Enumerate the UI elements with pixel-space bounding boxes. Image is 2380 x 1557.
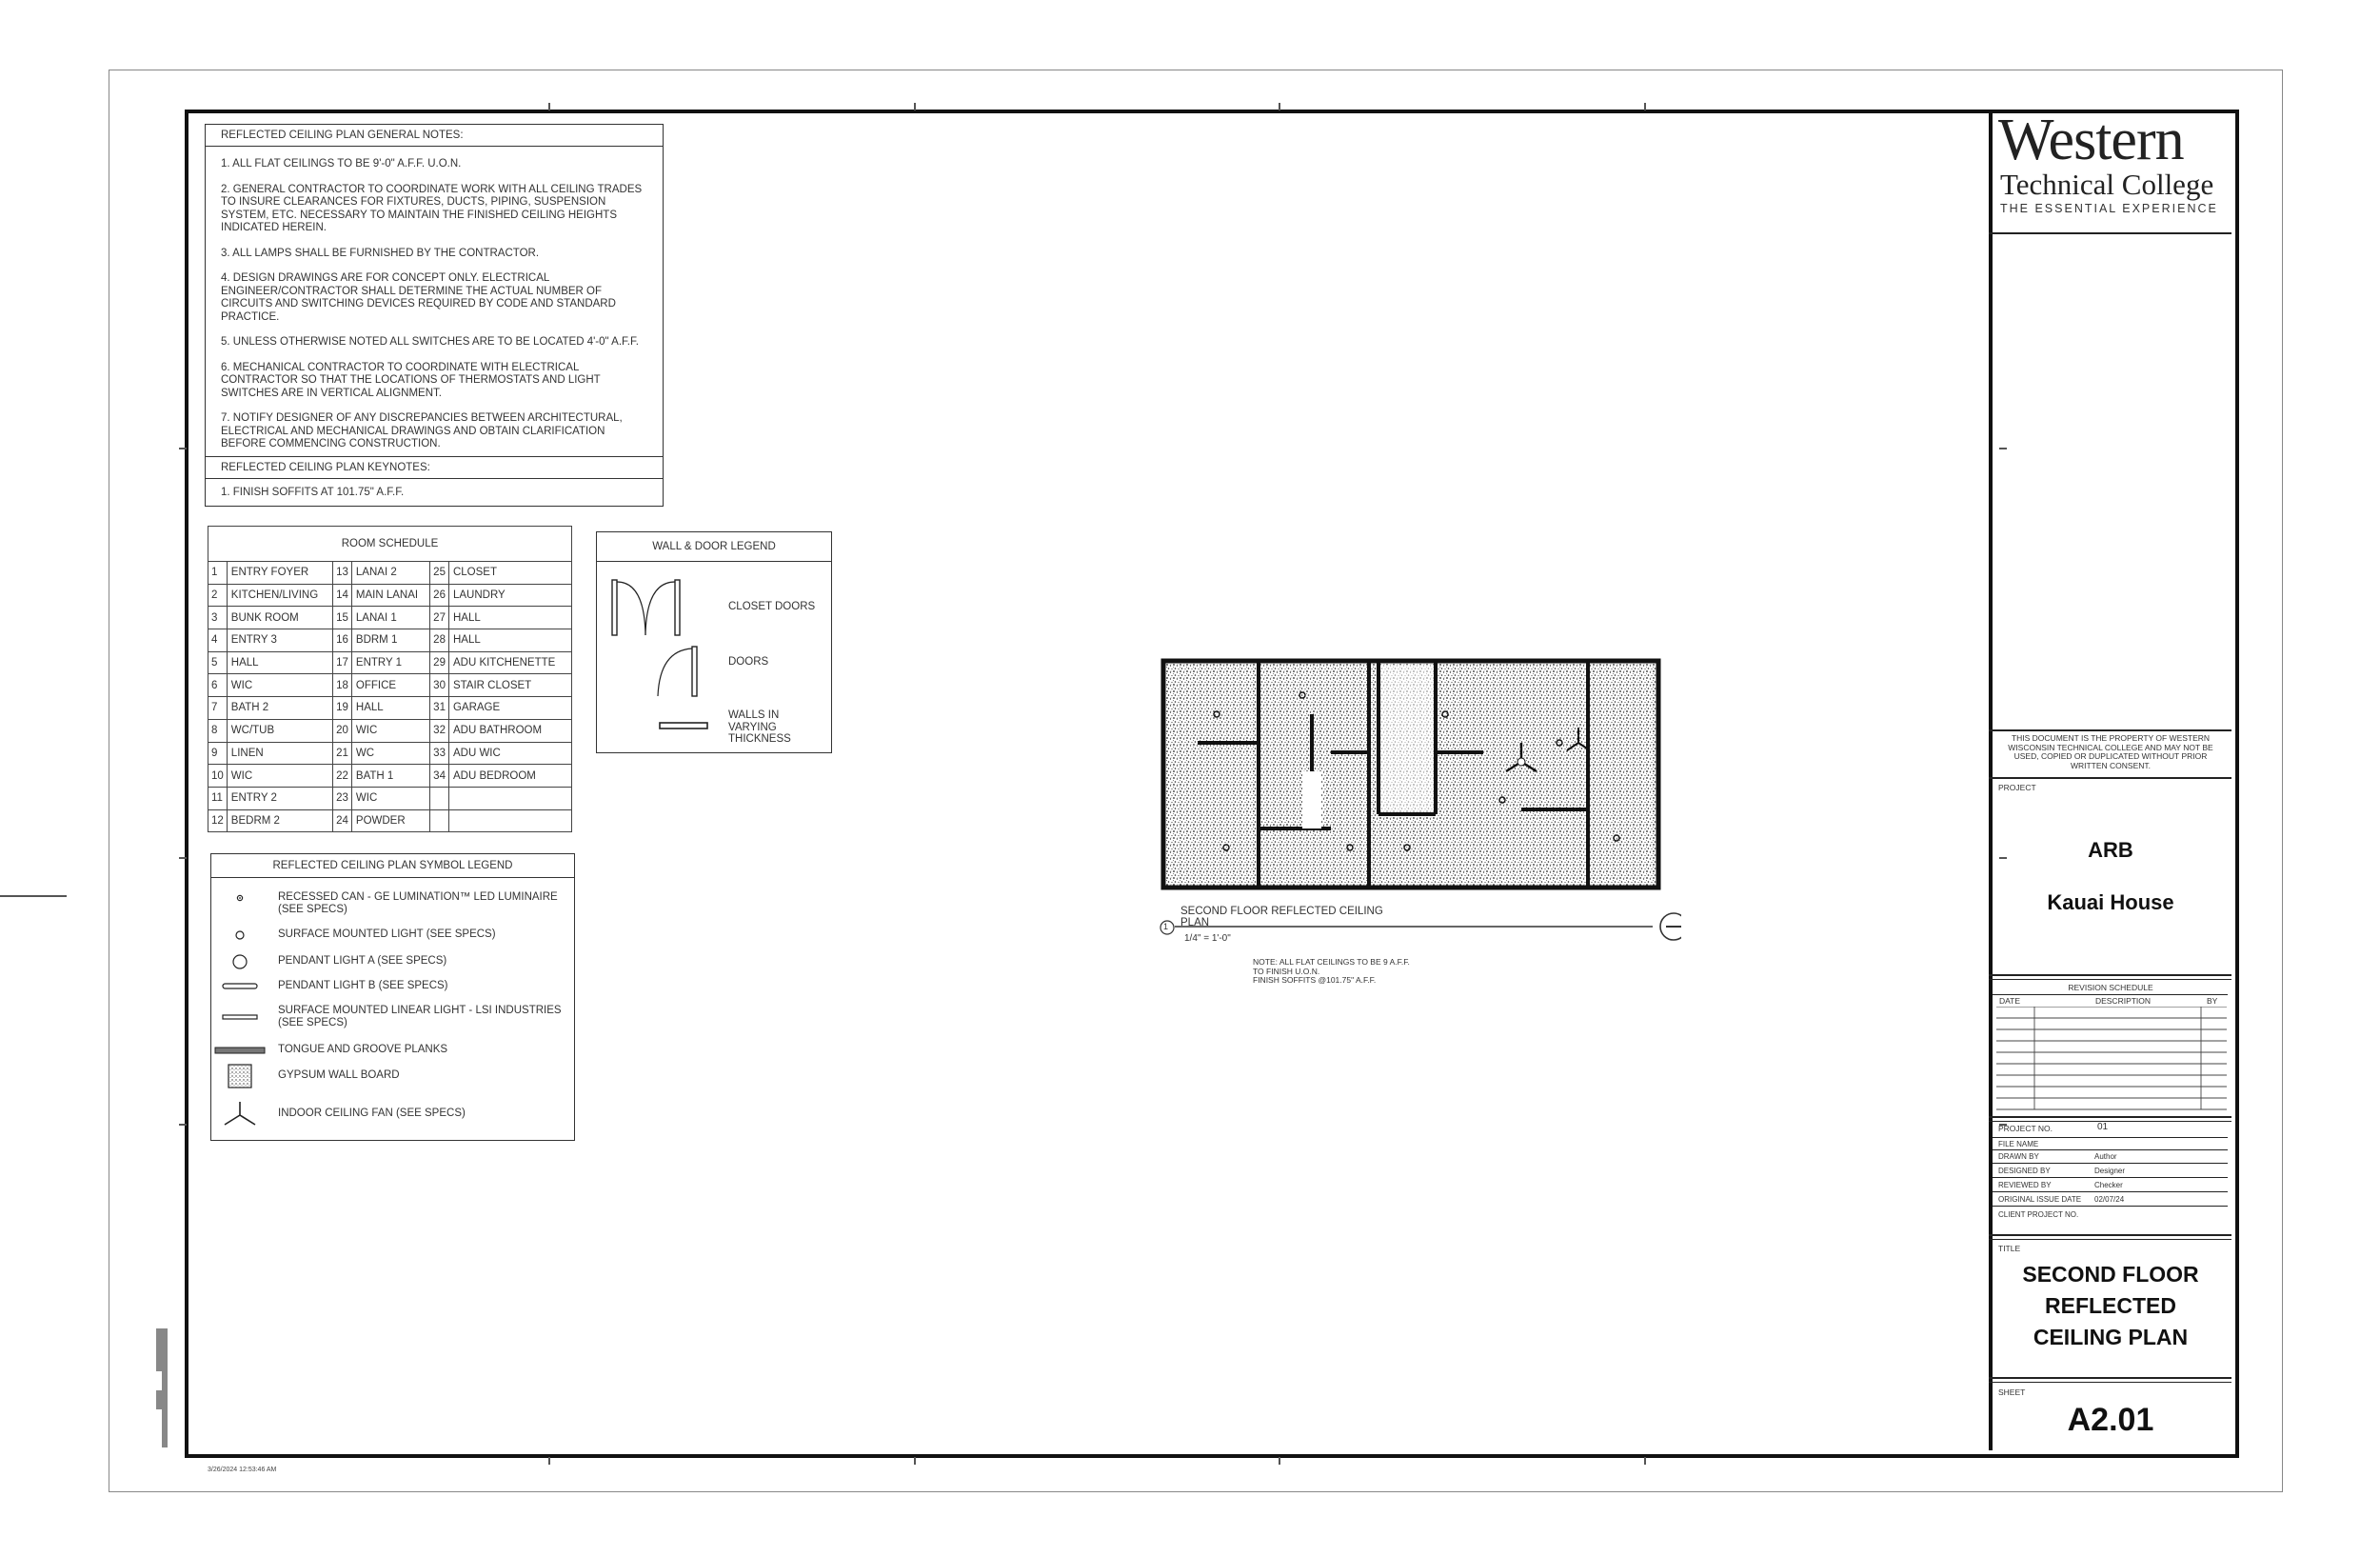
room-number: 19 [333,697,352,720]
room-name: HALL [448,629,571,652]
room-number: 23 [333,787,352,809]
border-tick [914,103,916,110]
room-number: 10 [208,765,228,788]
room-name: BDRM 1 [351,629,429,652]
room-schedule-row [208,651,572,674]
project-no: 01 [2097,1122,2109,1132]
room-name: ADU WIC [448,742,571,765]
general-note: 7. NOTIFY DESIGNER OF ANY DISCREPANCIES BETWEEN ARCHITECTURAL, ELECTRICAL AND MECHANICAL DRAWINGS AND OBTAIN CLARIFICATION BEFORE COMMENCING CONSTRUCTION. [221,412,623,449]
room-name: ENTRY 3 [227,629,332,652]
room-name: LANAI 1 [351,607,429,629]
tb-divider [1993,1137,2228,1138]
wall-door-legend [596,531,832,753]
project-subtitle: Kauai House [2047,890,2174,914]
issue-date: 02/07/24 [2094,1195,2125,1204]
room-name: WIC [227,765,332,788]
logo-tagline: THE ESSENTIAL EXPERIENCE [2000,202,2218,215]
tb-divider [1989,1121,2231,1122]
reviewed-by-label: REVIEWED BY [1998,1181,2052,1189]
graphic-scale-bar [156,1328,175,1447]
pendant-b-icon [221,982,259,991]
walls-label: WALLS IN VARYING THICKNESS [728,709,791,745]
designed-by: Designer [2094,1167,2126,1175]
room-name: HALL [351,697,429,720]
room-name: LAUNDRY [448,584,571,607]
room-name: KITCHEN/LIVING [227,584,332,607]
legend-label: SURFACE MOUNTED LIGHT (SEE SPECS) [278,928,496,940]
tb-divider [1993,1191,2228,1192]
surface-light-icon [234,929,246,941]
room-number: 9 [208,742,228,765]
room-schedule-row [208,719,572,742]
wall-icon [658,721,711,732]
project-label: PROJECT [1998,783,2036,792]
sheet-label: SHEET [1998,1387,2026,1397]
tb-divider [1993,994,2228,995]
room-name: OFFICE [351,674,429,697]
room-number: 33 [430,742,449,765]
general-notes-box [205,124,664,507]
legend-label: TONGUE AND GROOVE PLANKS [278,1044,448,1055]
college-logo [1996,110,2225,234]
keynote: 1. FINISH SOFFITS AT 101.75" A.F.F. [221,487,405,498]
project-name: ARB [2088,838,2133,862]
room-number: 24 [333,809,352,832]
room-name: ADU BEDROOM [448,765,571,788]
wall-door-legend-title: WALL & DOOR LEGEND [597,532,831,562]
room-number: 22 [333,765,352,788]
room-schedule-row [208,562,572,585]
room-name: ENTRY 1 [351,651,429,674]
room-number: 31 [430,697,449,720]
room-number: 26 [430,584,449,607]
room-name: HALL [448,607,571,629]
room-name: WIC [227,674,332,697]
revision-grid [1996,1007,2227,1111]
room-number: 12 [208,809,228,832]
room-number: 29 [430,651,449,674]
border-tick [179,857,187,859]
room-number: 25 [430,562,449,585]
recessed-can-icon [235,893,245,903]
client-project-no-label: CLIENT PROJECT NO. [1998,1210,2079,1219]
room-number [430,809,449,832]
sheet-title: SECOND FLOOR REFLECTED CEILING PLAN [2022,1262,2199,1349]
revision-date-header: DATE [1999,996,2021,1006]
border-tick [179,1124,187,1126]
revision-by-header: BY [2207,996,2218,1006]
room-name [448,787,571,809]
legend-label: SURFACE MOUNTED LINEAR LIGHT - LSI INDUSTRIES (SEE SPECS) [278,1005,562,1028]
room-name: WIC [351,719,429,742]
room-schedule-row [208,697,572,720]
plan-note: NOTE: ALL FLAT CEILINGS TO BE 9 A.F.F. TO FINISH U.O.N. FINISH SOFFITS @101.75" A.F.F. [1253,957,1410,985]
symbol-legend-title: REFLECTED CEILING PLAN SYMBOL LEGEND [211,854,574,878]
border-tick [1279,1457,1280,1465]
room-name: LINEN [227,742,332,765]
room-name: HALL [227,651,332,674]
room-name: GARAGE [448,697,571,720]
room-number: 3 [208,607,228,629]
logo-subtitle: Technical College [2000,168,2214,201]
border-tick [1279,103,1280,110]
general-note: 4. DESIGN DRAWINGS ARE FOR CONCEPT ONLY. ELECTRICAL ENGINEER/CONTRACTOR SHALL DETERMINE THE ACTUAL NUMBER OF CIRCUITS AND SWITCHING DEVICES REQUIRED BY CODE AND STANDARD PRACTICE. [221,272,616,323]
tb-divider [1993,1163,2228,1164]
room-schedule-row [208,742,572,765]
general-note: 1. ALL FLAT CEILINGS TO BE 9'-0" A.F.F. U.O.N. [221,158,462,170]
symbol-legend [210,853,575,1141]
project-no-label: PROJECT NO. [1998,1124,2053,1133]
room-name [448,809,571,832]
plan-scale: 1/4" = 1'-0" [1184,933,1231,944]
room-schedule [208,526,572,832]
tb-divider [1993,1149,2228,1150]
revision-description-header: DESCRIPTION [2094,996,2152,1006]
tb-divider [1989,1116,2231,1118]
room-number: 2 [208,584,228,607]
room-schedule-row [208,787,572,809]
room-number: 34 [430,765,449,788]
tb-divider [1989,777,2231,779]
room-number: 6 [208,674,228,697]
room-number: 8 [208,719,228,742]
room-number: 13 [333,562,352,585]
plot-timestamp: 3/26/2024 12:53:46 AM [208,1467,277,1473]
legend-label: PENDANT LIGHT A (SEE SPECS) [278,955,447,967]
room-number: 16 [333,629,352,652]
drawn-by-label: DRAWN BY [1998,1152,2039,1161]
room-name: ADU BATHROOM [448,719,571,742]
border-tick [548,1457,550,1465]
closet-door-icon [610,578,686,645]
drawn-by: Author [2094,1152,2117,1161]
file-name-label: FILE NAME [1998,1140,2039,1148]
tb-divider [1993,1177,2228,1178]
general-note: 3. ALL LAMPS SHALL BE FURNISHED BY THE CONTRACTOR. [221,247,540,259]
border-tick [914,1457,916,1465]
tb-divider [1989,1377,2231,1379]
room-number: 4 [208,629,228,652]
property-notice: THIS DOCUMENT IS THE PROPERTY OF WESTERN WISCONSIN TECHNICAL COLLEGE AND MAY NOT BE USED, COPIED OR DUPLICATED WITHOUT PRIOR WRITTEN CONSENT. [2008,733,2213,770]
linear-light-icon [221,1012,259,1022]
general-note: 6. MECHANICAL CONTRACTOR TO COORDINATE WITH ELECTRICAL CONTRACTOR SO THAT THE LOCATIONS OF THERMOSTATS AND LIGHT SWITCHES ARE IN VERTICAL ALIGNMENT. [221,361,601,399]
reviewed-by: Checker [2094,1181,2123,1189]
tb-divider [1989,1234,2231,1236]
room-schedule-table [208,561,572,832]
room-name: POWDER [351,809,429,832]
room-schedule-row [208,674,572,697]
room-name: ADU KITCHENETTE [448,651,571,674]
legend-label: PENDANT LIGHT B (SEE SPECS) [278,980,448,991]
room-name: WC/TUB [227,719,332,742]
tb-divider [1989,974,2231,976]
room-number: 1 [208,562,228,585]
room-number: 11 [208,787,228,809]
pendant-a-icon [231,953,248,970]
room-number: 27 [430,607,449,629]
room-schedule-row [208,629,572,652]
room-number: 21 [333,742,352,765]
general-note: 2. GENERAL CONTRACTOR TO COORDINATE WORK WITH ALL CEILING TRADES TO INSURE CLEARANCES FOR FIXTURES, DUCTS, PIPING, SUSPENSION SYSTEM, ETC. NECESSARY TO MAINTAIN THE FINISHED CEILING HEIGHTS INDICATED HEREIN. [221,183,643,233]
room-name: BUNK ROOM [227,607,332,629]
border-tick [179,448,187,449]
room-name: BATH 2 [227,697,332,720]
room-number: 5 [208,651,228,674]
door-icon [654,645,702,702]
general-notes-title: REFLECTED CEILING PLAN GENERAL NOTES: [206,125,663,147]
tb-divider [1993,1206,2228,1207]
room-name: LANAI 2 [351,562,429,585]
room-number: 18 [333,674,352,697]
legend-label: GYPSUM WALL BOARD [278,1069,400,1081]
room-schedule-row [208,584,572,607]
room-number: 17 [333,651,352,674]
plan-view-title: SECOND FLOOR REFLECTED CEILING PLAN [1180,906,1383,928]
logo-wordmark: Western [1998,108,2184,172]
view-number: 1 [1163,922,1169,931]
keynotes-title: REFLECTED CEILING PLAN KEYNOTES: [206,457,663,479]
tb-divider [1989,729,2231,731]
room-schedule-row [208,607,572,629]
room-number: 20 [333,719,352,742]
room-name: STAIR CLOSET [448,674,571,697]
tb-divider [1989,232,2231,234]
page-edge-mark [0,895,67,897]
border-tick [548,103,550,110]
sheet-number: A2.01 [2067,1402,2154,1438]
ceiling-fan-icon [219,1100,261,1128]
border-tick [1644,1457,1646,1465]
room-name: BATH 1 [351,765,429,788]
room-number: 14 [333,584,352,607]
room-schedule-row [208,765,572,788]
legend-label: RECESSED CAN - GE LUMINATION™ LED LUMINAIRE (SEE SPECS) [278,891,558,915]
room-number: 32 [430,719,449,742]
tb-divider [1989,1239,2231,1240]
closet-doors-label: CLOSET DOORS [728,601,816,612]
designed-by-label: DESIGNED BY [1998,1167,2051,1175]
room-name: ENTRY FOYER [227,562,332,585]
general-note: 5. UNLESS OTHERWISE NOTED ALL SWITCHES ARE TO BE LOCATED 4'-0" A.F.F. [221,336,639,348]
doors-label: DOORS [728,656,769,668]
room-name: WC [351,742,429,765]
tb-divider [1989,1382,2231,1383]
room-number: 7 [208,697,228,720]
room-number: 28 [430,629,449,652]
room-schedule-title: ROOM SCHEDULE [208,526,572,562]
room-name: BEDRM 2 [227,809,332,832]
room-name: ENTRY 2 [227,787,332,809]
room-name: WIC [351,787,429,809]
border-tick [1644,103,1646,110]
issue-date-label: ORIGINAL ISSUE DATE [1998,1195,2082,1204]
room-name: CLOSET [448,562,571,585]
title-label: TITLE [1998,1244,2021,1253]
revision-schedule-title: REVISION SCHEDULE [2068,983,2153,992]
room-number [430,787,449,809]
room-schedule-row [208,809,572,832]
title-block [1989,110,2235,1450]
legend-label: INDOOR CEILING FAN (SEE SPECS) [278,1108,466,1119]
room-number: 30 [430,674,449,697]
planks-icon [214,1046,266,1055]
room-number: 15 [333,607,352,629]
room-name: MAIN LANAI [351,584,429,607]
gypsum-icon [228,1064,252,1088]
tb-divider [1989,979,2231,980]
